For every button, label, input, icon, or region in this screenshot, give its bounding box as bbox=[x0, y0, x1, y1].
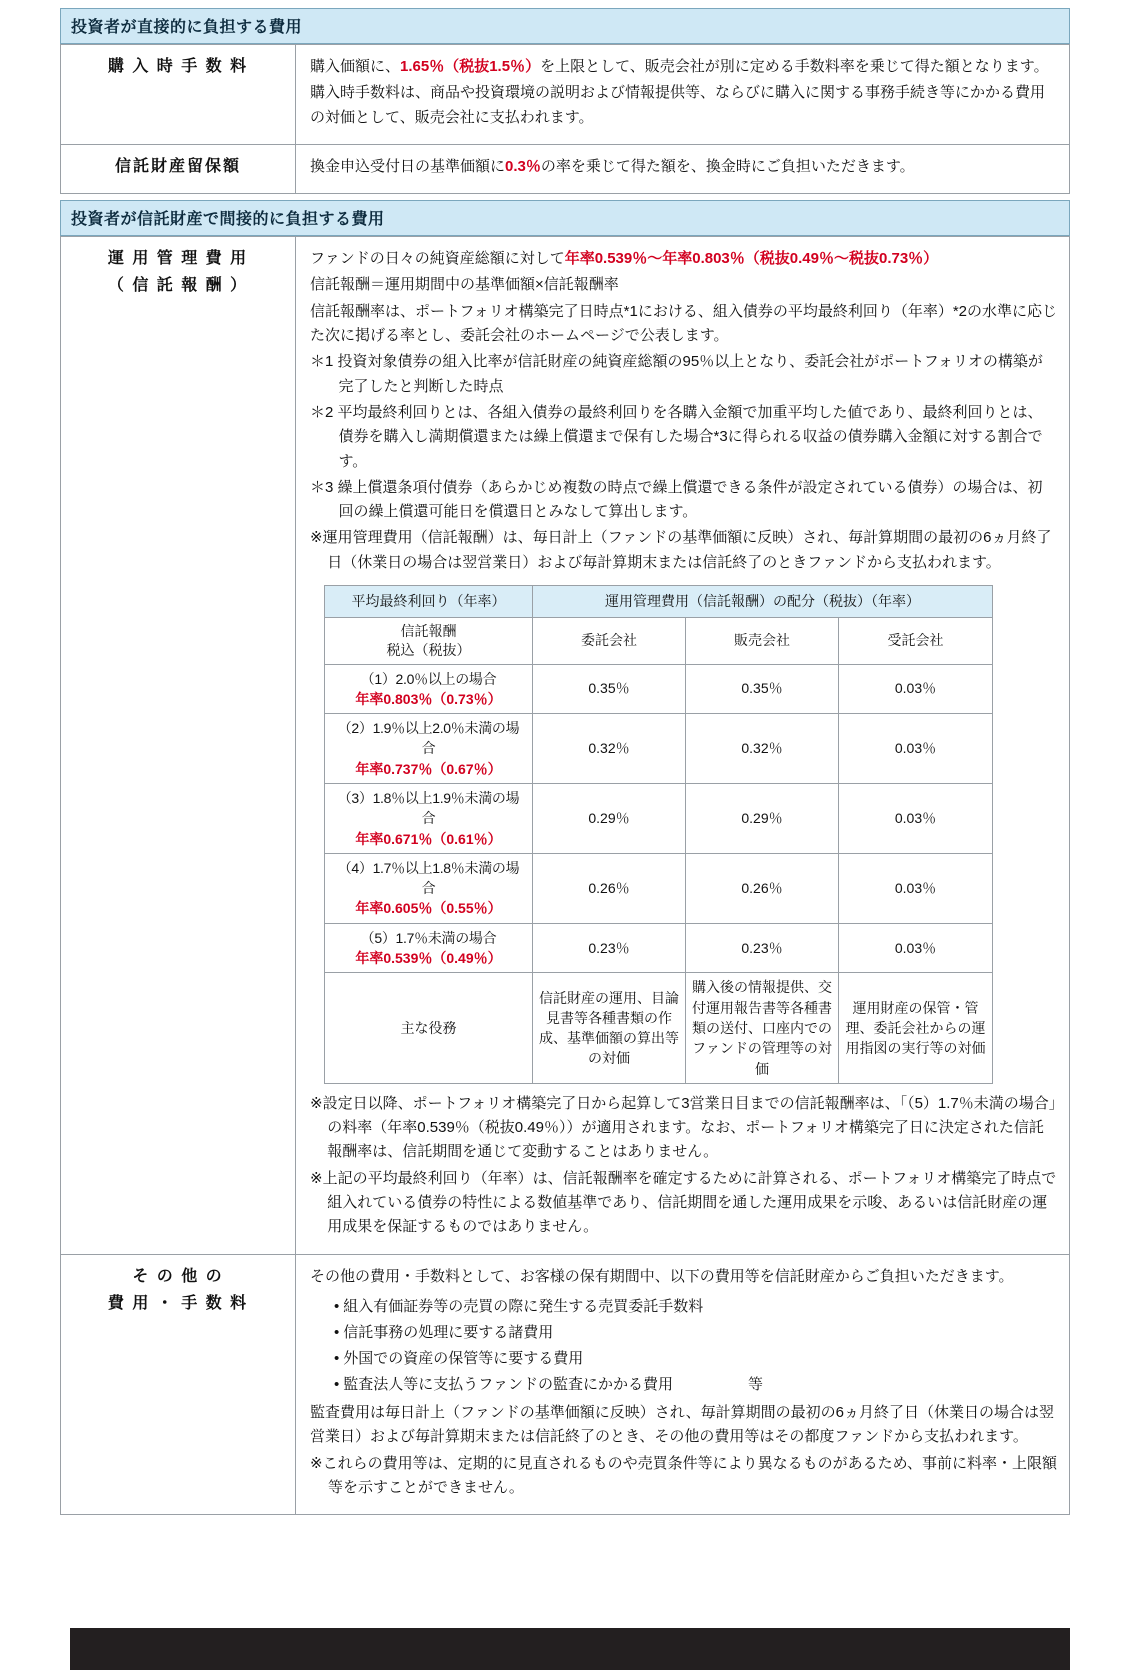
tier-2-rate: 年率0.737％（0.67％） bbox=[355, 760, 502, 777]
tier-3-trustee-value: 0.03％ bbox=[839, 783, 993, 853]
list-item: • 外国での資産の保管等に要する費用 bbox=[334, 1347, 1057, 1371]
management-intro-pre: ファンドの日々の純資産総額に対して bbox=[310, 250, 565, 268]
purchase-fee-paragraph-1 bbox=[310, 55, 1057, 79]
breakdown-subheader-trust-fee bbox=[325, 617, 533, 664]
management-fee-rate-range: 年率0.539％～年率0.803％（税抜0.49％～税抜0.73％） bbox=[564, 250, 939, 268]
row-body-other-fees bbox=[296, 1254, 1070, 1514]
breakdown-header-yield: 平均最終利回り（年率） bbox=[325, 586, 533, 618]
breakdown-column-management-company: 委託会社 bbox=[533, 617, 686, 664]
table-row bbox=[325, 853, 993, 923]
breakdown-tier-1 bbox=[325, 664, 533, 714]
management-footnote-3: ＊3 繰上償還条項付債券（あらかじめ複数の時点で繰上償還できる条件が設定されている債券）の場合は、初回の繰上償還可能日を償還日とみなして算出します。 bbox=[310, 478, 1043, 521]
section-header-indirect-costs: 投資者が信託財産で間接的に負担する費用 bbox=[60, 200, 1070, 236]
breakdown-subheader-line2: 税込（税抜） bbox=[386, 641, 471, 658]
tier-1-distributor-value: 0.35％ bbox=[686, 664, 839, 714]
tier-3-condition: （3）1.8％以上1.9％未満の場合 bbox=[337, 789, 520, 827]
tier-5-distributor-value: 0.23％ bbox=[686, 923, 839, 973]
tier-5-rate: 年率0.539％（0.49％） bbox=[355, 950, 502, 967]
role-trustee: 運用財産の保管・管理、委託会社からの運用指図の実行等の対価 bbox=[839, 973, 993, 1083]
management-fee-label-line2: （ 信 託 報 酬 ） bbox=[107, 277, 249, 295]
other-fees-label-line2: 費 用 ・ 手 数 料 bbox=[107, 1294, 249, 1312]
management-intro-paragraph bbox=[310, 247, 1057, 271]
management-rate-description: 信託報酬率は、ポートフォリオ構築完了日時点*1における、組入債券の平均最終利回り（年率）*2の水準に応じた次に掲げる率とし、委託会社のホームページで公表します。 bbox=[310, 302, 1058, 345]
table-row-retention-amount bbox=[61, 144, 1070, 193]
row-body-management-fee bbox=[296, 237, 1070, 1254]
row-body-purchase-fee bbox=[296, 45, 1070, 145]
other-fees-disclaimer: ※これらの費用等は、定期的に見直されるものや売買条件等により異なるものがあるため、事前に料率・上限額等を示すことができません。 bbox=[310, 1454, 1057, 1496]
tier-4-rate: 年率0.605％（0.55％） bbox=[355, 900, 502, 917]
row-label-purchase-fee: 購 入 時 手 数 料 bbox=[61, 45, 296, 145]
row-label-other-fees bbox=[61, 1254, 296, 1514]
table-row-purchase-fee bbox=[61, 45, 1070, 145]
table-row bbox=[325, 783, 993, 853]
breakdown-column-distributor: 販売会社 bbox=[686, 617, 839, 664]
management-note-accrual: ※運用管理費用（信託報酬）は、毎日計上（ファンドの基準価額に反映）され、毎計算期間の最初の6ヵ月終了日（休業日の場合は翌営業日）および毎計算期末または信託終了のときファンドから支払われます。 bbox=[310, 529, 1052, 571]
role-distributor: 購入後の情報提供、交付運用報告書等各種書類の送付、口座内でのファンドの管理等の対価 bbox=[686, 973, 839, 1083]
list-item: • 信託事務の処理に要する諸費用 bbox=[334, 1321, 1057, 1345]
section-header-direct-costs: 投資者が直接的に負担する費用 bbox=[60, 8, 1070, 44]
management-note-yield-basis: ※上記の平均最終利回り（年率）は、信託報酬率を確定するために計算される、ポートフォリオ構築完了時点で組入れている債券の特性による数値基準であり、信託期間を通した運用成果を示唆、あるいは信託財産の運用成果を保証するものではありません。 bbox=[310, 1169, 1057, 1236]
purchase-fee-rate: 1.65％（税抜1.5％） bbox=[400, 58, 541, 75]
tier-3-management-value: 0.29％ bbox=[533, 783, 686, 853]
tier-4-distributor-value: 0.26％ bbox=[686, 853, 839, 923]
tier-3-distributor-value: 0.29％ bbox=[686, 783, 839, 853]
row-label-retention-amount: 信託財産留保額 bbox=[61, 144, 296, 193]
fee-breakdown-table bbox=[324, 585, 993, 1084]
breakdown-tier-3 bbox=[325, 783, 533, 853]
management-footnote-2: ＊2 平均最終利回りとは、各組入債券の最終利回りを各購入金額で加重平均した値であり、最終利回りとは、債券を購入し満期償還または繰上償還まで保有した場合*3に得られる収益の債券購入金額に対する割合です。 bbox=[310, 403, 1043, 470]
retention-paragraph bbox=[310, 155, 1057, 179]
table-row bbox=[325, 923, 993, 973]
breakdown-tier-4 bbox=[325, 853, 533, 923]
table-row-roles bbox=[325, 973, 993, 1083]
indirect-costs-table bbox=[60, 236, 1070, 1515]
direct-costs-table bbox=[60, 44, 1070, 194]
retention-text-pre: 換金申込受付日の基準価額に bbox=[310, 157, 506, 175]
tier-4-trustee-value: 0.03％ bbox=[839, 853, 993, 923]
roles-label: 主な役務 bbox=[325, 973, 533, 1083]
tier-5-trustee-value: 0.03％ bbox=[839, 923, 993, 973]
other-fees-list bbox=[310, 1295, 1057, 1397]
tier-1-condition: （1）2.0％以上の場合 bbox=[360, 670, 497, 687]
retention-text-post: の率を乗じて得た額を、換金時にご負担いただきます。 bbox=[540, 157, 915, 175]
breakdown-tier-2 bbox=[325, 714, 533, 784]
tier-1-trustee-value: 0.03％ bbox=[839, 664, 993, 714]
tier-4-condition: （4）1.7％以上1.8％未満の場合 bbox=[337, 859, 520, 897]
management-note-initial-period: ※設定日以降、ポートフォリオ構築完了日から起算して3営業日目までの信託報酬率は、「（5）1.7％未満の場合」の料率（年率0.539％（税抜0.49％））が適用されます。なお、ポートフォリオ構築完了日に決定された信託報酬率は、信託期間を通じて変動することはありません。 bbox=[310, 1094, 1057, 1161]
retention-rate: 0.3％ bbox=[505, 157, 541, 175]
tier-4-management-value: 0.26％ bbox=[533, 853, 686, 923]
fee-breakdown-wrapper bbox=[324, 585, 992, 1084]
purchase-fee-text-post: を上限として、販売会社が別に定める手数料率を乗じて得た額となります。 bbox=[540, 58, 1049, 75]
tier-5-condition: （5）1.7％未満の場合 bbox=[360, 929, 497, 946]
table-row bbox=[325, 664, 993, 714]
other-fees-intro: その他の費用・手数料として、お客様の保有期間中、以下の費用等を信託財産からご負担いただきます。 bbox=[310, 1267, 1014, 1285]
breakdown-subheader-line1: 信託報酬 bbox=[400, 622, 457, 639]
tier-2-management-value: 0.32％ bbox=[533, 714, 686, 784]
table-row-management-fee bbox=[61, 237, 1070, 1254]
tier-3-rate: 年率0.671％（0.61％） bbox=[355, 830, 502, 847]
management-footnote-1: ＊1 投資対象債券の組入比率が信託財産の純資産総額の95％以上となり、委託会社がポートフォリオの構築が完了したと判断した時点 bbox=[310, 353, 1043, 395]
breakdown-subheader-row bbox=[325, 617, 993, 664]
list-item: • 監査法人等に支払うファンドの監査にかかる費用 等 bbox=[334, 1373, 1057, 1397]
breakdown-tier-5 bbox=[325, 923, 533, 973]
tier-1-management-value: 0.35％ bbox=[533, 664, 686, 714]
footer-bar bbox=[70, 1628, 1070, 1670]
tier-2-condition: （2）1.9％以上2.0％未満の場合 bbox=[337, 720, 520, 757]
list-item: • 組入有価証券等の売買の際に発生する売買委託手数料 bbox=[334, 1295, 1057, 1319]
row-label-management-fee bbox=[61, 237, 296, 1254]
purchase-fee-paragraph-2: 購入時手数料は、商品や投資環境の説明および情報提供等、ならびに購入に関する事務手続き等にかかる費用の対価として、販売会社に支払われます。 bbox=[310, 84, 1046, 126]
tier-5-management-value: 0.23％ bbox=[533, 923, 686, 973]
table-row-other-fees bbox=[61, 1254, 1070, 1514]
role-management-company: 信託財産の運用、目論見書等各種書類の作成、基準価額の算出等の対価 bbox=[533, 973, 686, 1083]
management-formula: 信託報酬＝運用期間中の基準価額×信託報酬率 bbox=[310, 276, 619, 294]
tier-2-trustee-value: 0.03％ bbox=[839, 714, 993, 784]
tier-1-rate: 年率0.803％（0.73％） bbox=[355, 690, 502, 707]
table-row bbox=[325, 714, 993, 784]
tier-2-distributor-value: 0.32％ bbox=[686, 714, 839, 784]
fee-disclosure-sheet bbox=[60, 8, 1070, 1515]
breakdown-header-row bbox=[325, 586, 993, 618]
purchase-fee-text-pre: 購入価額に、 bbox=[310, 58, 401, 75]
breakdown-column-trustee: 受託会社 bbox=[839, 617, 993, 664]
row-body-retention-amount bbox=[296, 144, 1070, 193]
breakdown-header-allocation: 運用管理費用（信託報酬）の配分（税抜）（年率） bbox=[533, 586, 993, 618]
other-fees-label-line1: そ の 他 の bbox=[132, 1267, 224, 1285]
other-fees-audit-paragraph: 監査費用は毎日計上（ファンドの基準価額に反映）され、毎計算期間の最初の6ヵ月終了日（休業日の場合は翌営業日）および毎計算期末または信託終了のとき、その他の費用等はその都度ファンドから支払われます。 bbox=[310, 1403, 1054, 1446]
management-fee-label-line1: 運 用 管 理 費 用 bbox=[107, 250, 249, 268]
